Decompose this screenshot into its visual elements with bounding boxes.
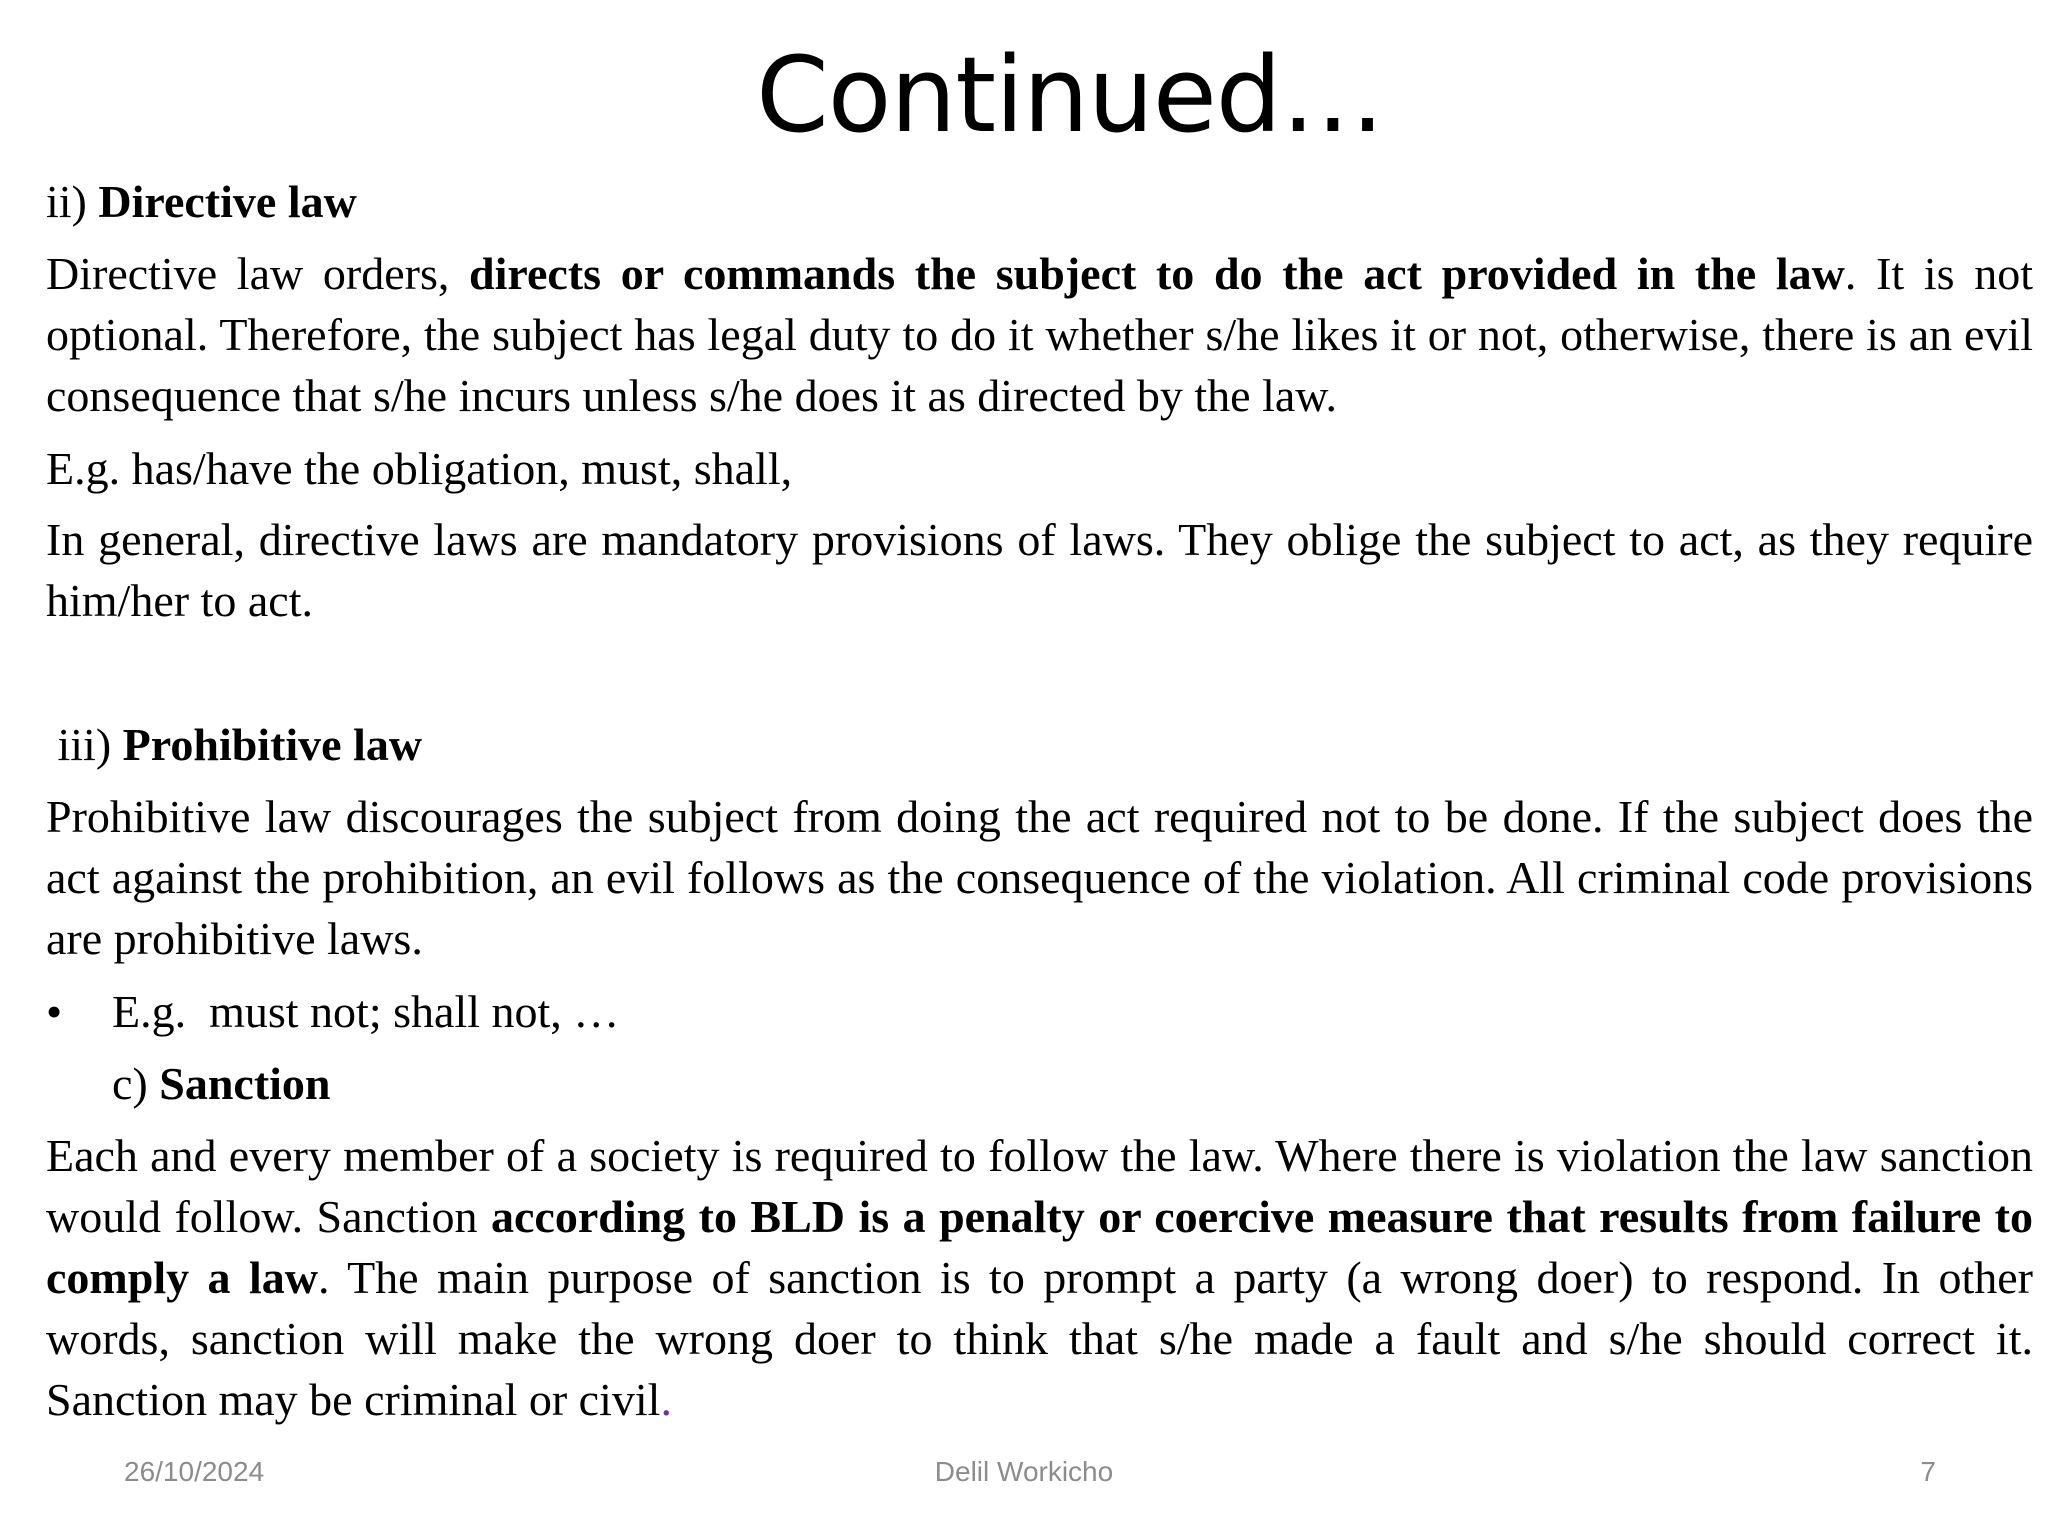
footer-author: Delil Workicho xyxy=(934,1456,1114,1487)
directive-law-emphasis: directs or commands the subject to do the act provided in the law xyxy=(469,248,1845,299)
directive-law-heading: ii) Directive law xyxy=(46,176,357,227)
sanction-final-period: . xyxy=(660,1374,672,1425)
directive-law-heading-bold: Directive law xyxy=(98,176,357,227)
directive-law-summary: In general, directive laws are mandatory provisions of laws. They oblige the subject to act, as they require him/her to act. xyxy=(46,514,2033,626)
sanction-heading: c) Sanction xyxy=(112,1058,331,1109)
slide-title: Continued… xyxy=(756,34,1384,156)
prohibitive-law-example: • E.g. must not; shall not, … xyxy=(46,981,619,1042)
sanction-heading-bold: Sanction xyxy=(159,1058,331,1109)
prohibitive-law-heading: iii) Prohibitive law xyxy=(46,719,423,770)
bullet-icon: • xyxy=(46,986,63,1037)
sanction-paragraph: Each and every member of a society is required to follow the law. Where there is violation the law sanction would follow. Sanction according to BLD is a penalty or coercive measure that results from failure to comply a law. The main purpose of sanction is to prompt a party (a wrong doer) to respond. In other words, sanction will make the wrong doer to think that s/he made a fault and s/he should correct it. Sanction may be criminal or civil. xyxy=(46,1130,2034,1425)
prohibitive-law-heading-bold: Prohibitive law xyxy=(122,719,423,770)
prohibitive-law-paragraph: Prohibitive law discourages the subject from doing the act required not to be done. If the subject does the act against the prohibition, an evil follows as the consequence of the violation. All criminal code provisions are prohibitive laws. xyxy=(46,791,2033,964)
directive-law-paragraph: Directive law orders, directs or commands the subject to do the act provided in the law. It is not optional. Therefore, the subject has legal duty to do it whether s/he likes it or not, otherwise, there is an evil consequence that s/he incurs unless s/he does it as directed by the law. xyxy=(46,248,2033,421)
footer-date: 26/10/2024 xyxy=(124,1456,265,1487)
footer-page-number: 7 xyxy=(1920,1456,1936,1487)
sanction-definition: according to BLD is a penalty or coercive measure that results from failure to comply a law xyxy=(46,1191,2033,1303)
directive-law-example: E.g. has/have the obligation, must, shall, xyxy=(46,443,793,494)
